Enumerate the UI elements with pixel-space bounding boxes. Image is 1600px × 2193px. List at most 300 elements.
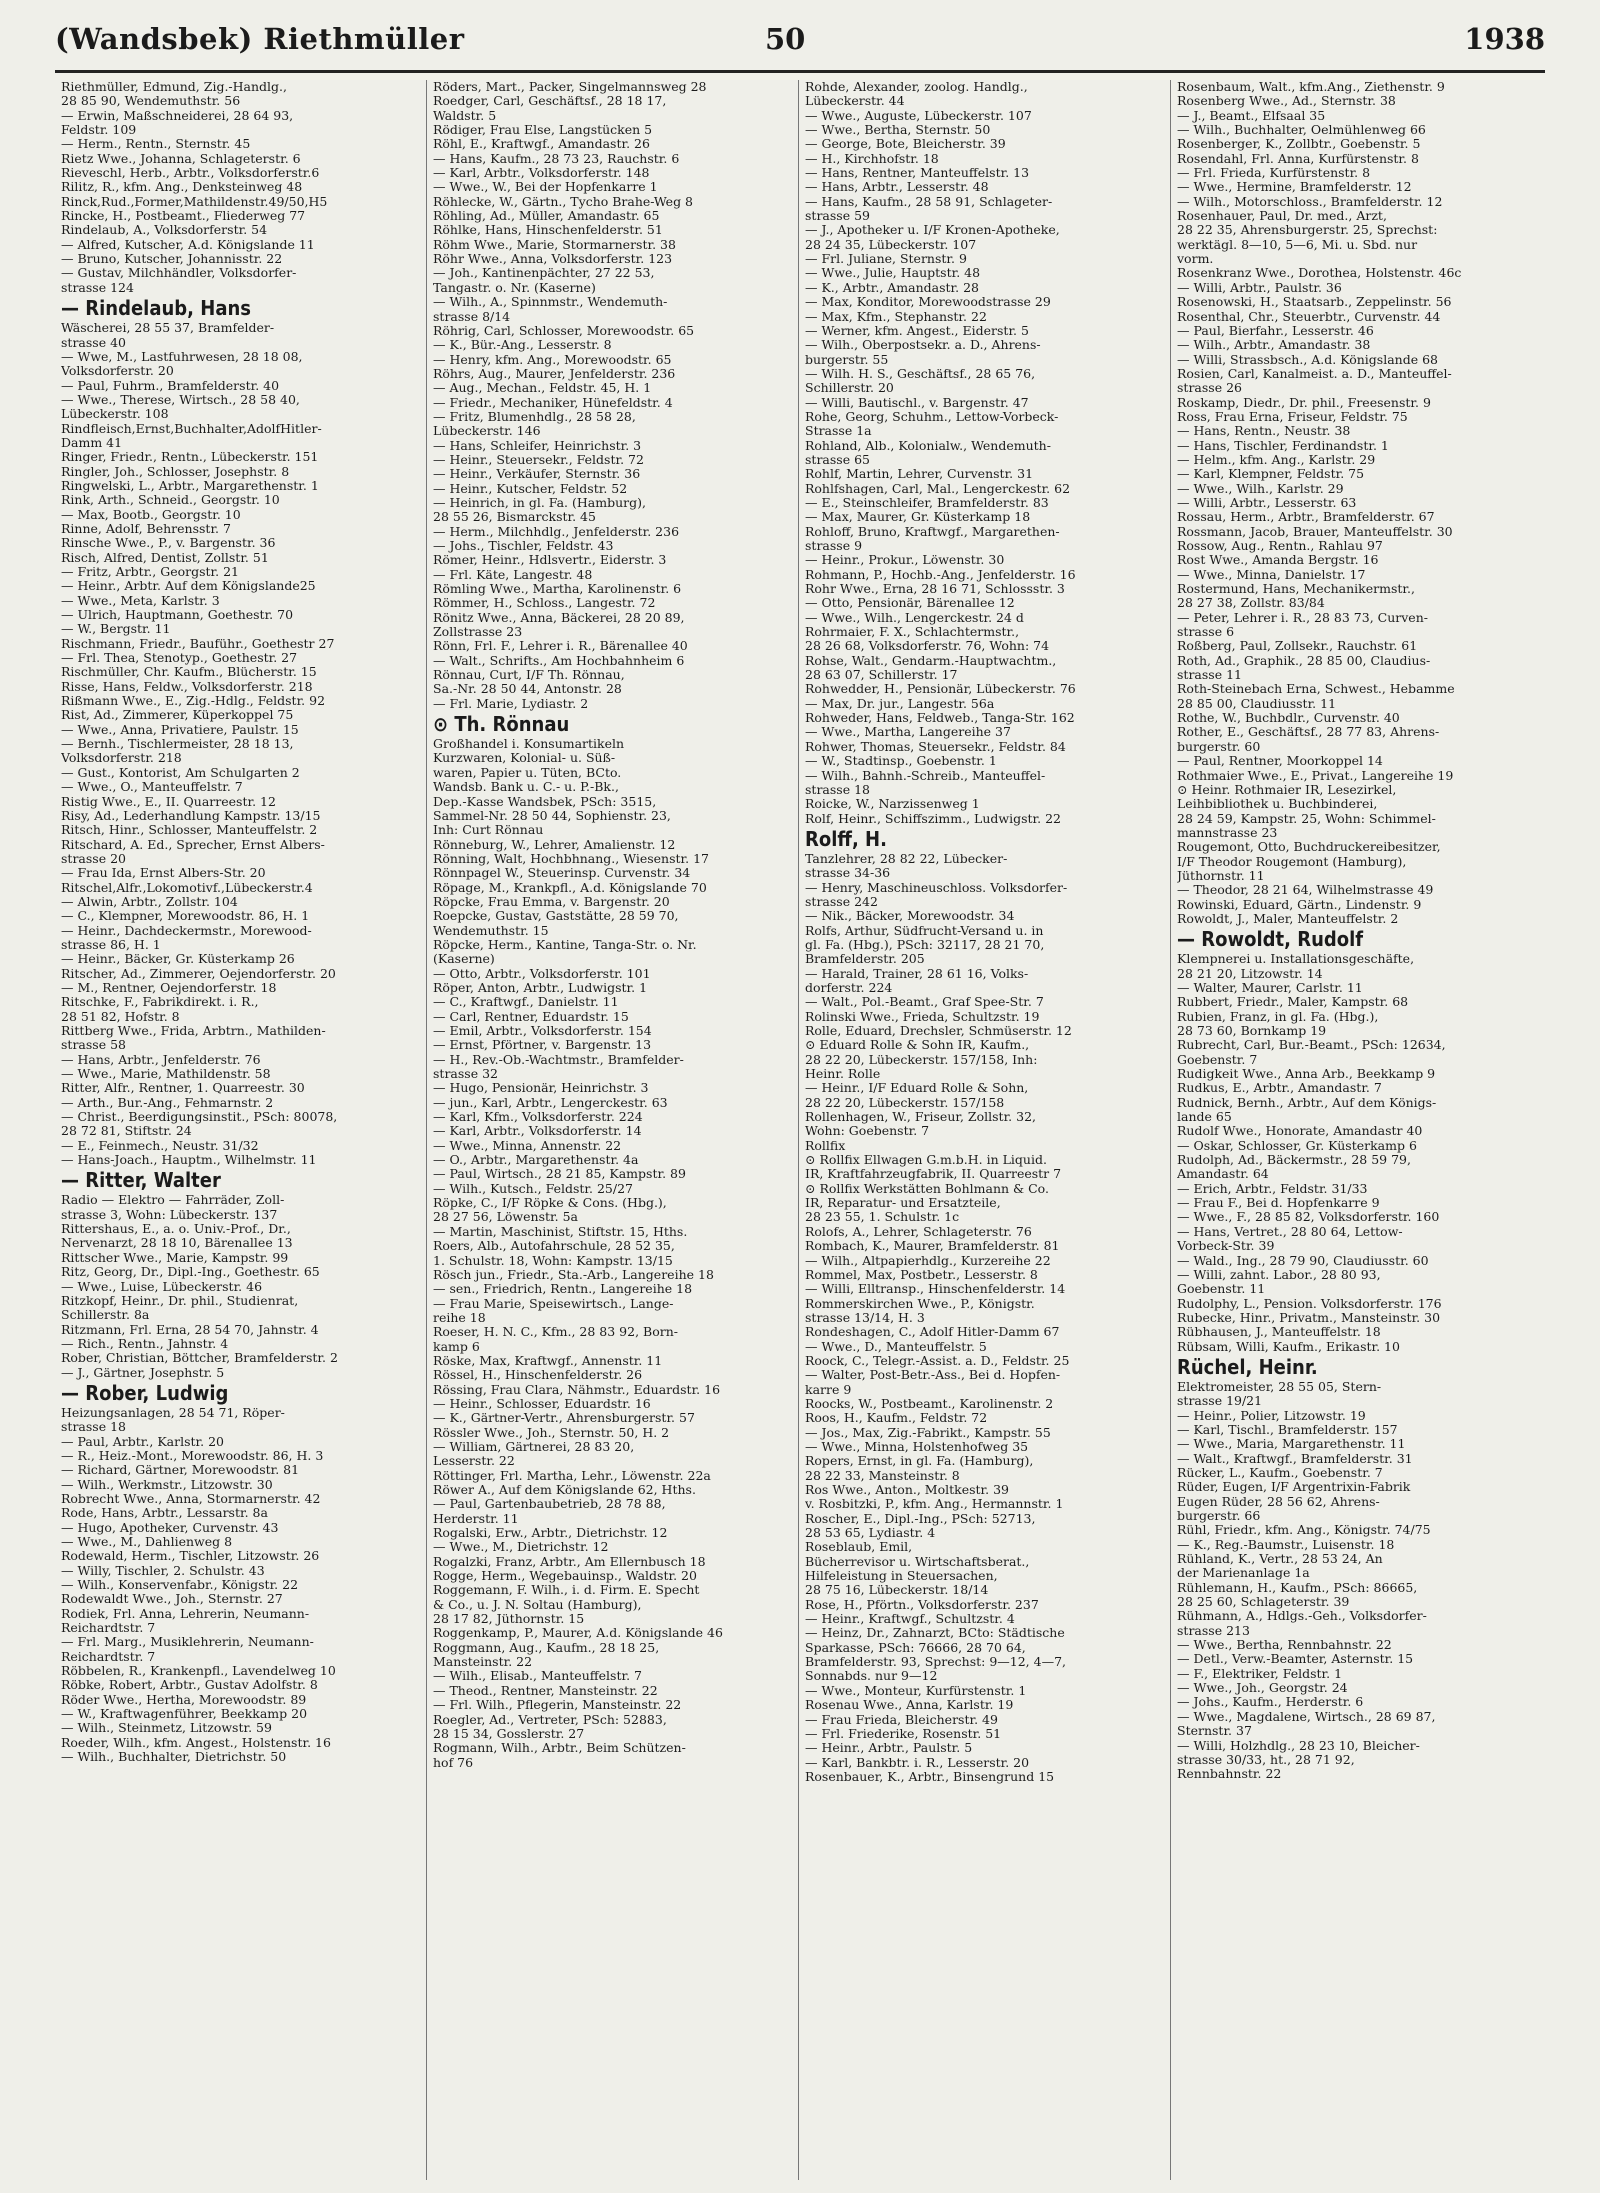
directory-entry-line: Rohe, Georg, Schuhm., Lettow-Vorbeck-: [805, 409, 1059, 424]
directory-entry-line: Rubien, Franz, in gl. Fa. (Hbg.),: [1177, 1009, 1379, 1024]
directory-entry-line: — Frl. Thea, Stenotyp., Goethestr. 27: [61, 651, 298, 666]
directory-entry-line: — Friedr., Mechaniker, Hünefeldstr. 4: [433, 395, 673, 410]
directory-entry-line: Rother, E., Geschäftsf., 28 77 83, Ahrens-: [1177, 725, 1440, 740]
directory-entry-line: 28 53 65, Lydiastr. 4: [805, 1526, 936, 1541]
directory-entry-line: Rosenau Wwe., Anna, Karlstr. 19: [805, 1698, 1014, 1713]
directory-entry-line: gl. Fa. (Hbg.), PSch: 32117, 28 21 70,: [805, 937, 1045, 952]
directory-entry-line: Zollstrasse 23: [433, 625, 523, 640]
directory-entry-line: — Karl, Klempner, Feldstr. 75: [1177, 467, 1365, 482]
directory-entry-line: — Wwe., Hermine, Bramfelderstr. 12: [1177, 180, 1412, 195]
directory-entry-line: Rohwedder, H., Pensionär, Lübeckerstr. 76: [805, 682, 1076, 697]
directory-entry-line: Rist, Ad., Zimmerer, Küperkoppel 75: [61, 708, 294, 723]
directory-entry-line: Rücker, L., Kaufm., Goebenstr. 7: [1177, 1465, 1383, 1480]
directory-entry-line: Ritz, Georg, Dr., Dipl.-Ing., Goethestr. 65: [61, 1265, 320, 1280]
directory-entry-line: Rosenthal, Chr., Steuerbtr., Curvenstr. 44: [1177, 309, 1441, 324]
directory-entry-line: Rost Wwe., Amanda Bergstr. 16: [1177, 553, 1379, 568]
directory-entry-line: strasse 26: [1177, 381, 1242, 396]
directory-entry-line: — Harald, Trainer, 28 61 16, Volks-: [805, 966, 1029, 981]
directory-entry-line: Rommerskirchen Wwe., P., Königstr.: [805, 1296, 1035, 1311]
directory-entry-line: 28 17 82, Jüthornstr. 15: [433, 1612, 585, 1627]
directory-entry-line: Röhl, E., Kraftwgf., Amandastr. 26: [433, 137, 650, 152]
directory-entry-line: Schillerstr. 20: [805, 381, 894, 396]
directory-entry-line: — Hans, Arbtr., Jenfelderstr. 76: [61, 1052, 261, 1067]
directory-entry-line: — Werner, kfm. Angest., Eiderstr. 5: [805, 323, 1029, 338]
directory-entry-line: Ros Wwe., Anton., Moltkestr. 39: [805, 1483, 1009, 1497]
directory-entry-line: Rombach, K., Maurer, Bramfelderstr. 81: [805, 1239, 1060, 1254]
directory-entry-line: Rudkus, E., Arbtr., Amandastr. 7: [1177, 1081, 1382, 1096]
directory-entry-line: Wendemuthstr. 15: [433, 923, 549, 938]
directory-entry-line: strasse 30/33, ht., 28 71 92,: [1177, 1752, 1355, 1767]
directory-entry-line: — Wwe., Luise, Lübeckerstr. 46: [61, 1279, 263, 1294]
directory-entry-line: 28 85 90, Wendemuthstr. 56: [61, 94, 241, 109]
directory-entry-line: Lübeckerstr. 108: [61, 407, 169, 422]
directory-entry-line: — Heinr., Kraftwgf., Schultzstr. 4: [805, 1612, 1015, 1627]
directory-entry-line: Vorbeck-Str. 39: [1177, 1239, 1275, 1254]
directory-entry-line: Rübsam, Willi, Kaufm., Erikastr. 10: [1177, 1339, 1400, 1354]
directory-entry-line: Ritschke, F., Fabrikdirekt. i. R.,: [61, 995, 259, 1010]
directory-entry-line: kamp 6: [433, 1339, 480, 1354]
directory-entry-heading: Rüchel, Heinr.: [1177, 1354, 1318, 1379]
directory-entry-line: 28 51 82, Hofstr. 8: [61, 1009, 180, 1024]
directory-entry-line: — Henry, Maschineuschloss. Volksdorfer-: [805, 880, 1068, 895]
directory-entry-line: Rennbahnstr. 22: [1177, 1767, 1282, 1782]
directory-entry-line: Damm 41: [61, 435, 123, 450]
directory-entry-line: Feldstr. 109: [61, 123, 137, 138]
directory-entry-line: — Frl. Wilh., Pflegerin, Mansteinstr. 22: [433, 1698, 682, 1713]
directory-entry-line: Roth, Ad., Graphik., 28 85 00, Claudius-: [1177, 653, 1431, 668]
directory-entry-line: Röpcke, Frau Emma, v. Bargenstr. 20: [433, 894, 670, 909]
directory-entry-line: — Wilh., Altpapierhdlg., Kurzereihe 22: [805, 1253, 1051, 1268]
directory-entry-line: — Max, Kfm., Stephanstr. 22: [805, 309, 987, 324]
directory-entry-line: — Alwin, Arbtr., Zollstr. 104: [61, 894, 238, 909]
directory-entry-line: — George, Bote, Bleicherstr. 39: [805, 137, 1006, 152]
directory-entry-line: Rosendahl, Frl. Anna, Kurfürstenstr. 8: [1177, 151, 1419, 166]
directory-entry-line: Rohde, Alexander, zoolog. Handlg.,: [805, 80, 1028, 94]
directory-entry-line: Röpke, C., I/F Röpke & Cons. (Hbg.),: [433, 1196, 667, 1211]
directory-entry-line: strasse 32: [433, 1067, 498, 1082]
directory-entry-line: — Hans, Arbtr., Lesserstr. 48: [805, 180, 989, 195]
directory-entry-line: — Paul, Wirtsch., 28 21 85, Kampstr. 89: [433, 1167, 686, 1182]
directory-entry-line: strasse 6: [1177, 625, 1235, 640]
page-header: [55, 18, 1545, 66]
directory-entry-line: IR, Kraftfahrzeugfabrik, II. Quarreestr 7: [805, 1167, 1062, 1182]
directory-entry-line: Rogalzki, Franz, Arbtr., Am Ellernbusch 18: [433, 1554, 706, 1569]
directory-entry-line: Rolfs, Arthur, Südfrucht-Versand u. in: [805, 923, 1044, 938]
directory-entry-line: strasse 242: [805, 894, 878, 909]
directory-entry-line: Ristig Wwe., E., II. Quarreestr. 12: [61, 794, 276, 809]
directory-entry-line: — W., Bergstr. 11: [61, 622, 171, 637]
directory-entry-line: Rosenkranz Wwe., Dorothea, Holstenstr. 46c: [1177, 266, 1462, 281]
directory-entry-line: — Heinr., Kutscher, Feldstr. 52: [433, 481, 628, 496]
directory-entry-line: — Willy, Tischler, 2. Schulstr. 43: [61, 1563, 265, 1578]
directory-entry-line: Ross, Frau Erna, Friseur, Feldstr. 75: [1177, 409, 1408, 424]
directory-entry-line: — K., Gärtner-Vertr., Ahrensburgerstr. 57: [433, 1411, 695, 1426]
directory-entry-line: Rietz Wwe., Johanna, Schlageterstr. 6: [61, 151, 301, 166]
directory-entry-line: burgerstr. 55: [805, 352, 889, 367]
directory-entry-line: Roepcke, Gustav, Gaststätte, 28 59 70,: [433, 909, 679, 924]
directory-entry-line: — Christ., Beerdigungsinstit., PSch: 80078,: [61, 1110, 338, 1125]
directory-entry-line: Roskamp, Diedr., Dr. phil., Freesenstr. 9: [1177, 395, 1431, 410]
directory-entry-line: Ringwelski, L., Arbtr., Margarethenstr. 1: [61, 478, 319, 493]
directory-entry-line: Röhling, Ad., Müller, Amandastr. 65: [433, 209, 660, 224]
directory-entry-line: Rühland, K., Vertr., 28 53 24, An: [1177, 1552, 1383, 1567]
directory-entry-line: Amandastr. 64: [1177, 1167, 1269, 1182]
directory-entry-line: — sen., Friedrich, Rentn., Langereihe 18: [433, 1282, 693, 1297]
directory-entry-line: — Erwin, Maßschneiderei, 28 64 93,: [61, 108, 294, 123]
directory-entry-line: Wohn: Goebenstr. 7: [805, 1124, 930, 1139]
directory-entry-line: Rinck,Rud.,Former,Mathildenstr.49/50,H5: [61, 194, 328, 209]
directory-entry-line: IR, Reparatur- und Ersatzteile,: [805, 1196, 1001, 1211]
directory-entry-line: — Karl, Arbtr., Volksdorferstr. 148: [433, 166, 650, 181]
directory-entry-line: — Walter, Post-Betr.-Ass., Bei d. Hopfen-: [805, 1368, 1061, 1383]
directory-entry-line: — Hans, Rentn., Neustr. 38: [1177, 424, 1351, 439]
directory-entry-line: — Wwe., Martha, Langereihe 37: [805, 725, 1011, 740]
directory-entry-line: Rowoldt, J., Maler, Manteuffelstr. 2: [1177, 911, 1399, 926]
directory-entry-line: — Ulrich, Hauptmann, Goethestr. 70: [61, 608, 294, 623]
directory-entry-line: Roicke, W., Narzissenweg 1: [805, 797, 980, 812]
directory-entry-line: Rudolf Wwe., Honorate, Amandastr 40: [1177, 1124, 1423, 1139]
directory-entry-line: — Wwe., M., Dahlienweg 8: [61, 1535, 233, 1549]
directory-entry-line: Rommel, Max, Postbetr., Lesserstr. 8: [805, 1267, 1038, 1282]
directory-entry-line: — Wwe., W., Bei der Hopfenkarre 1: [433, 180, 658, 195]
directory-entry-line: Rönitz Wwe., Anna, Bäckerei, 28 20 89,: [433, 610, 685, 625]
directory-entry-line: 28 15 34, Gosslerstr. 27: [433, 1726, 585, 1741]
directory-entry-line: strasse 18: [61, 1420, 126, 1435]
directory-entry-line: Risse, Hans, Feldw., Volksdorferstr. 218: [61, 679, 313, 694]
directory-entry-line: Röders, Mart., Packer, Singelmannsweg 28: [433, 80, 707, 94]
directory-entry-line: Rossmann, Jacob, Brauer, Manteuffelstr. 30: [1177, 524, 1453, 539]
directory-entry-line: Rühl, Friedr., kfm. Ang., Königstr. 74/75: [1177, 1523, 1431, 1538]
directory-entry-line: — Wwe., Minna, Annenstr. 22: [433, 1138, 622, 1153]
directory-entry-line: Rinne, Adolf, Behrensstr. 7: [61, 521, 231, 536]
directory-entry-heading: — Ritter, Walter: [61, 1168, 221, 1193]
directory-entry-line: — Wwe., Maria, Margarethenstr. 11: [1177, 1437, 1406, 1452]
directory-entry-line: Rischmann, Friedr., Bauführ., Goethestr 27: [61, 636, 335, 651]
directory-entry-line: lande 65: [1177, 1110, 1232, 1125]
directory-entry-line: Ropers, Ernst, in gl. Fa. (Hamburg),: [805, 1454, 1034, 1469]
directory-entry-line: strasse 11: [1177, 668, 1242, 683]
directory-entry-line: Röhlke, Hans, Hinschenfelderstr. 51: [433, 223, 663, 238]
directory-entry-line: Rudolph, Ad., Bäckermstr., 28 59 79,: [1177, 1153, 1411, 1168]
directory-entry-line: Rönnau, Curt, I/F Th. Rönnau,: [433, 668, 625, 683]
directory-entry-line: — Erich, Arbtr., Feldstr. 31/33: [1177, 1181, 1368, 1196]
directory-entry-line: Rosenberger, K., Zollbtr., Goebenstr. 5: [1177, 137, 1421, 152]
directory-entry-line: Ritschard, A. Ed., Sprecher, Ernst Albers-: [61, 837, 325, 852]
directory-entry-line: — Wwe., F., 28 85 82, Volksdorferstr. 160: [1177, 1210, 1440, 1225]
directory-entry-line: Rieveschl, Herb., Arbtr., Volksdorferstr.6: [61, 166, 320, 181]
directory-entry-line: — Wilh., Elisab., Manteuffelstr. 7: [433, 1669, 642, 1684]
directory-entry-line: strasse 40: [61, 335, 126, 350]
directory-entry-heading: ⊙ Th. Rönnau: [433, 712, 570, 737]
directory-entry-line: Roscher, E., Dipl.-Ing., PSch: 52713,: [805, 1511, 1036, 1526]
directory-entry-line: — Frau Marie, Speisewirtsch., Lange-: [433, 1296, 674, 1311]
directory-entry-line: hof 76: [433, 1755, 474, 1770]
directory-entry-line: — Frl. Frieda, Kurfürstenstr. 8: [1177, 166, 1371, 181]
directory-entry-line: strasse 18: [805, 782, 870, 797]
directory-entry-line: — Frau Ida, Ernst Albers-Str. 20: [61, 866, 266, 881]
directory-entry-heading: — Rindelaub, Hans: [61, 296, 251, 321]
directory-entry-line: Rober, Christian, Böttcher, Bramfelderstr. 2: [61, 1351, 338, 1366]
directory-entry-line: — Hans, Vertret., 28 80 64, Lettow-: [1177, 1224, 1403, 1239]
directory-entry-line: der Marienanlage 1a: [1177, 1566, 1310, 1581]
directory-entry-line: Klempnerei u. Installationsgeschäfte,: [1177, 952, 1415, 967]
directory-entry-line: 28 75 16, Lübeckerstr. 18/14: [805, 1583, 989, 1598]
directory-entry-line: Röttinger, Frl. Martha, Lehr., Löwenstr. 22a: [433, 1468, 711, 1483]
directory-entry-line: — Wwe, M., Lastfuhrwesen, 28 18 08,: [61, 349, 303, 364]
directory-entry-line: Rodewaldt Wwe., Joh., Sternstr. 27: [61, 1592, 283, 1607]
directory-entry-line: strasse 3, Wohn: Lübeckerstr. 137: [61, 1207, 278, 1222]
directory-entry-line: — Wwe., Monteur, Kurfürstenstr. 1: [805, 1683, 1027, 1698]
header-rule: [55, 70, 1545, 73]
directory-entry-line: Röhrs, Aug., Maurer, Jenfelderstr. 236: [433, 366, 676, 381]
directory-entry-line: Tangastr. o. Nr. (Kaserne): [433, 280, 596, 295]
directory-entry-line: — W., Kraftwagenführer, Beekkamp 20: [61, 1707, 308, 1722]
directory-entry-line: — Otto, Pensionär, Bärenallee 12: [805, 596, 1015, 611]
directory-entry-line: — Alfred, Kutscher, A.d. Königslande 11: [61, 237, 315, 252]
directory-entry-line: Rilitz, R., kfm. Ang., Denksteinweg 48: [61, 180, 303, 195]
directory-entry-line: — Hugo, Apotheker, Curvenstr. 43: [61, 1520, 279, 1535]
directory-entry-line: ⊙ Heinr. Rothmaier IR, Lesezirkel,: [1177, 782, 1397, 797]
directory-entry-line: — Richard, Gärtner, Morewoodstr. 81: [61, 1463, 300, 1478]
directory-entry-line: — Hans, Rentner, Manteuffelstr. 13: [805, 166, 1030, 181]
directory-entry-line: — Gustav, Milchhändler, Volksdorfer-: [61, 266, 297, 281]
directory-entry-line: — Heinr., Polier, Litzowstr. 19: [1177, 1408, 1366, 1423]
directory-entry-line: Risy, Ad., Lederhandlung Kampstr. 13/15: [61, 808, 321, 823]
directory-entry-line: Inh: Curt Rönnau: [433, 823, 544, 838]
directory-entry-line: Rindelaub, A., Volksdorferstr. 54: [61, 223, 268, 238]
directory-entry-line: Lesserstr. 22: [433, 1454, 515, 1469]
directory-entry-line: Rosenowski, H., Staatsarb., Zeppelinstr. 56: [1177, 295, 1452, 310]
directory-entry-line: — E., Steinschleifer, Bramfelderstr. 83: [805, 495, 1049, 510]
directory-entry-line: 28 26 68, Volksdorferstr. 76, Wohn: 74: [805, 639, 1050, 654]
directory-entry-line: Heinr. Rolle: [805, 1067, 881, 1082]
directory-entry-line: — Bernh., Tischlermeister, 28 18 13,: [61, 737, 294, 752]
directory-entry-line: Jüthornstr. 11: [1177, 868, 1265, 883]
directory-entry-line: Ringer, Friedr., Rentn., Lübeckerstr. 151: [61, 450, 319, 465]
directory-entry-line: Rose, H., Pförtn., Volksdorferstr. 237: [805, 1597, 1039, 1612]
directory-entry-line: — Wwe., Auguste, Lübeckerstr. 107: [805, 108, 1032, 123]
directory-entry-line: — Max, Maurer, Gr. Küsterkamp 18: [805, 510, 1031, 525]
directory-entry-line: Herderstr. 11: [433, 1511, 519, 1526]
directory-entry-line: — Walt., Kraftwgf., Bramfelderstr. 31: [1177, 1451, 1413, 1466]
directory-entry-line: vorm.: [1177, 252, 1214, 267]
directory-entry-line: Rothmaier Wwe., E., Privat., Langereihe 19: [1177, 768, 1454, 783]
directory-entry-line: — H., Rev.-Ob.-Wachtmstr., Bramfelder-: [433, 1052, 684, 1067]
directory-entry-line: Röder Wwe., Hertha, Morewoodstr. 89: [61, 1692, 307, 1707]
directory-entry-line: ⊙ Rollfix Werkstätten Bohlmann & Co.: [805, 1181, 1049, 1196]
directory-entry-line: Rödiger, Frau Else, Langstücken 5: [433, 123, 653, 138]
directory-entry-line: — Wwe., Marie, Mathildenstr. 58: [61, 1067, 271, 1082]
directory-entry-line: Rindfleisch,Ernst,Buchhalter,AdolfHitler-: [61, 421, 322, 436]
directory-entry-line: — Ernst, Pförtner, v. Bargenstr. 13: [433, 1038, 652, 1053]
directory-entry-line: Röbke, Robert, Arbtr., Gustav Adolfstr. 8: [61, 1678, 318, 1693]
directory-entry-line: — Willi, Bautischl., v. Bargenstr. 47: [805, 395, 1029, 410]
directory-entry-line: — Detl., Verw.-Beamter, Asternstr. 15: [1177, 1652, 1414, 1667]
directory-entry-line: Wäscherei, 28 55 37, Bramfelder-: [61, 321, 275, 336]
directory-entry-line: — J., Apotheker u. I/F Kronen-Apotheke,: [805, 223, 1060, 238]
directory-entry-line: — Rich., Rentn., Jahnstr. 4: [61, 1336, 229, 1351]
directory-entry-line: — Hans, Kaufm., 28 73 23, Rauchstr. 6: [433, 151, 680, 166]
directory-entry-line: 28 25 60, Schlageterstr. 39: [1177, 1595, 1350, 1610]
directory-entry-line: dorferstr. 224: [805, 980, 893, 995]
directory-entry-line: — Wilh., Werkmstr., Litzowstr. 30: [61, 1477, 273, 1492]
directory-entry-line: Sa.-Nr. 28 50 44, Antonstr. 28: [433, 682, 622, 697]
directory-entry-line: Ritsch, Hinr., Schlosser, Manteuffelstr. 2: [61, 823, 318, 838]
directory-entry-line: Waldstr. 5: [433, 108, 497, 123]
directory-entry-line: Rincke, H., Postbeamt., Fliederweg 77: [61, 209, 306, 224]
directory-entry-line: Rübhausen, J., Manteuffelstr. 18: [1177, 1325, 1381, 1340]
directory-entry-line: Dep.-Kasse Wandsbek, PSch: 3515,: [433, 794, 657, 809]
directory-entry-line: Röhm Wwe., Marie, Stormarnerstr. 38: [433, 237, 676, 252]
directory-entry-line: — H., Kirchhofstr. 18: [805, 151, 939, 166]
directory-entry-line: — Wwe., Meta, Karlstr. 3: [61, 593, 220, 608]
directory-entry-line: strasse 8/14: [433, 309, 511, 324]
year: 1938: [1464, 22, 1545, 56]
directory-entry-line: — Willi, Strassbsch., A.d. Königslande 68: [1177, 352, 1438, 367]
directory-entry-line: — Johs., Kaufm., Herderstr. 6: [1177, 1695, 1364, 1710]
directory-entry-line: Rittberg Wwe., Frida, Arbtrn., Mathilden-: [61, 1024, 326, 1038]
directory-entry-line: — Fritz, Blumenhdlg., 28 58 28,: [433, 409, 636, 424]
directory-entry-line: burgerstr. 66: [1177, 1509, 1261, 1523]
directory-entry-line: Reichardtstr. 7: [61, 1621, 156, 1636]
directory-entry-line: 28 22 20, Lübeckerstr. 157/158, Inh:: [805, 1052, 1038, 1067]
directory-entry-line: Rosenhauer, Paul, Dr. med., Arzt,: [1177, 209, 1387, 224]
directory-entry-line: Schillerstr. 8a: [61, 1308, 150, 1323]
directory-entry-line: Roegler, Ad., Vertreter, PSch: 52883,: [433, 1712, 667, 1727]
directory-entry-line: — Hans-Joach., Hauptm., Wilhelmstr. 11: [61, 1153, 317, 1168]
directory-entry-line: Rüder, Eugen, I/F Argentrixin-Fabrik: [1177, 1480, 1411, 1495]
directory-entry-line: Sonnabds. nur 9—12: [805, 1669, 938, 1684]
directory-entry-line: 28 55 26, Bismarckstr. 45: [433, 510, 596, 525]
directory-entry-line: Wandsb. Bank u. C.- u. P.-Bk.,: [433, 780, 619, 795]
directory-entry-line: — Wwe., M., Dietrichstr. 12: [433, 1540, 609, 1555]
directory-entry-line: — Frl. Juliane, Sternstr. 9: [805, 252, 967, 267]
directory-entry-line: strasse 65: [805, 452, 870, 467]
directory-entry-line: — K., Arbtr., Amandastr. 28: [805, 280, 980, 295]
directory-entry-line: v. Rosbitzki, P., kfm. Ang., Hermannstr. 1: [805, 1497, 1064, 1512]
directory-entry-line: Rittershaus, E., a. o. Univ.-Prof., Dr.,: [61, 1222, 291, 1237]
directory-entry-line: — Max, Bootb., Georgstr. 10: [61, 507, 241, 522]
directory-entry-line: — Willi, Elltransp., Hinschenfelderstr. 14: [805, 1282, 1066, 1297]
directory-entry-line: Bramfelderstr. 205: [805, 952, 925, 967]
directory-entry-line: Rogmann, Wilh., Arbtr., Beim Schützen-: [433, 1741, 686, 1756]
directory-entry-line: 28 24 59, Kampstr. 25, Wohn: Schimmel-: [1177, 811, 1436, 826]
directory-entry-line: — Jos., Max, Zig.-Fabrikt., Kampstr. 55: [805, 1425, 1051, 1440]
directory-entry-line: strasse 9: [805, 539, 863, 553]
directory-entry-line: — Wilh., Kutsch., Feldstr. 25/27: [433, 1181, 633, 1196]
directory-entry-line: Tanzlehrer, 28 82 22, Lübecker-: [805, 851, 1008, 866]
directory-entry-line: — C., Klempner, Morewoodstr. 86, H. 1: [61, 909, 310, 924]
directory-entry-line: Rolle, Eduard, Drechsler, Schmüserstr. 12: [805, 1024, 1072, 1038]
directory-entry-line: Ritter, Alfr., Rentner, 1. Quarreestr. 30: [61, 1081, 305, 1096]
directory-entry-line: Rühmann, A., Hdlgs.-Geh., Volksdorfer-: [1177, 1609, 1427, 1624]
directory-entry-line: Rothe, W., Buchbdlr., Curvenstr. 40: [1177, 711, 1400, 726]
directory-entry-line: Römer, Heinr., Hdlsvertr., Eiderstr. 3: [433, 553, 667, 568]
directory-entry-line: — Heinr., Schlosser, Eduardstr. 16: [433, 1396, 651, 1411]
directory-entry-line: Ritschel,Alfr.,Lokomotivf.,Lübeckerstr.4: [61, 880, 313, 895]
directory-entry-line: — Wilh., Steinmetz, Litzowstr. 59: [61, 1721, 272, 1736]
directory-entry-line: 28 22 33, Mansteinstr. 8: [805, 1468, 960, 1483]
directory-entry-line: — Frl. Marie, Lydiastr. 2: [433, 696, 589, 711]
directory-entry-line: Rolinski Wwe., Frieda, Schultzstr. 19: [805, 1009, 1040, 1024]
directory-entry-line: 28 63 07, Schillerstr. 17: [805, 668, 958, 683]
directory-entry-line: Rohweder, Hans, Feldweb., Tanga-Str. 162: [805, 711, 1075, 726]
directory-entry-line: — O., Arbtr., Margarethenstr. 4a: [433, 1153, 639, 1168]
directory-entry-line: Radio — Elektro — Fahrräder, Zoll-: [61, 1193, 285, 1208]
directory-entry-line: — Wwe., Minna, Danielstr. 17: [1177, 567, 1366, 582]
directory-entry-line: Strasse 1a: [805, 424, 872, 439]
directory-entry-line: — Karl, Tischl., Bramfelderstr. 157: [1177, 1422, 1398, 1437]
directory-entry-line: — Frl. Käte, Langestr. 48: [433, 567, 593, 582]
directory-entry-line: Römling Wwe., Martha, Karolinenstr. 6: [433, 582, 682, 597]
directory-entry-line: — Heinz, Dr., Zahnarzt, BCto: Städtische: [805, 1626, 1065, 1641]
directory-entry-line: karre 9: [805, 1382, 852, 1397]
directory-entry-line: — Carl, Rentner, Eduardstr. 15: [433, 1009, 629, 1024]
directory-entry-line: — jun., Karl, Arbtr., Lengerckestr. 63: [433, 1095, 668, 1110]
directory-entry-line: — Wwe., Bertha, Rennbahnstr. 22: [1177, 1638, 1392, 1653]
directory-entry-line: strasse 13/14, H. 3: [805, 1310, 925, 1325]
directory-entry-line: Rode, Hans, Arbtr., Lessarstr. 8a: [61, 1506, 268, 1521]
directory-entry-line: Rougemont, Otto, Buchdruckereibesitzer,: [1177, 840, 1441, 855]
directory-entry-line: Rodewald, Herm., Tischler, Litzowstr. 26: [61, 1549, 320, 1564]
directory-entry-line: — Willi, zahnt. Labor., 28 80 93,: [1177, 1267, 1381, 1282]
directory-entry-line: Rolofs, A., Lehrer, Schlageterstr. 76: [805, 1224, 1032, 1239]
directory-entry-line: Robrecht Wwe., Anna, Stormarnerstr. 42: [61, 1491, 321, 1506]
directory-entry-line: Rosenberg Wwe., Ad., Sternstr. 38: [1177, 94, 1396, 109]
directory-entry-line: Roseblaub, Emil,: [805, 1540, 913, 1555]
directory-entry-line: — Wwe., Wilh., Karlstr. 29: [1177, 481, 1344, 496]
directory-entry-line: — Wilh. H. S., Geschäftsf., 28 65 76,: [805, 366, 1036, 381]
directory-entry-line: Röhrig, Carl, Schlosser, Morewoodstr. 65: [433, 323, 695, 338]
directory-entry-line: — Willi, Arbtr., Paulstr. 36: [1177, 280, 1342, 295]
directory-entry-line: Roeser, H. N. C., Kfm., 28 83 92, Born-: [433, 1325, 678, 1340]
directory-entry-line: — K., Reg.-Baumstr., Luisenstr. 18: [1177, 1537, 1395, 1552]
directory-entry-line: Rohr Wwe., Erna, 28 16 71, Schlossstr. 3: [805, 582, 1065, 597]
directory-entry-line: — Max, Dr. jur., Langestr. 56a: [805, 696, 995, 711]
directory-entry-line: — F., Elektriker, Feldstr. 1: [1177, 1666, 1343, 1681]
column-3: [799, 80, 1171, 2180]
directory-entry-line: Roock, C., Telegr.-Assist. a. D., Feldstr. 25: [805, 1353, 1070, 1368]
directory-entry-line: Rohloff, Bruno, Kraftwgf., Margarethen-: [805, 524, 1060, 539]
directory-entry-line: — Johs., Tischler, Feldstr. 43: [433, 539, 614, 553]
directory-columns: [55, 80, 1545, 2180]
directory-entry-line: — Wwe., O., Manteuffelstr. 7: [61, 780, 243, 795]
directory-entry-line: Rowinski, Eduard, Gärtn., Lindenstr. 9: [1177, 897, 1422, 912]
directory-entry-line: — Wwe., Wilh., Lengerckestr. 24 d: [805, 610, 1024, 625]
directory-entry-line: Bramfelderstr. 93, Sprechst: 9—12, 4—7,: [805, 1655, 1066, 1670]
directory-entry-line: — Heinr., Dachdeckermstr., Morewood-: [61, 923, 312, 938]
directory-entry-line: Rudnick, Bernh., Arbtr., Auf dem Königs-: [1177, 1095, 1437, 1110]
directory-entry-line: strasse 124: [61, 280, 134, 295]
directory-entry-line: — Walter, Maurer, Carlstr. 11: [1177, 980, 1363, 995]
directory-entry-line: Hilfeleistung in Steuersachen,: [805, 1569, 998, 1584]
directory-entry-line: Röwer A., Auf dem Königslande 62, Hths.: [433, 1483, 696, 1497]
directory-entry-line: — E., Feinmech., Neustr. 31/32: [61, 1138, 259, 1153]
directory-entry-line: — Hans, Kaufm., 28 58 91, Schlageter-: [805, 194, 1053, 209]
directory-entry-line: Rinsche Wwe., P., v. Bargenstr. 36: [61, 536, 276, 551]
directory-entry-line: Rohmann, P., Hochb.-Ang., Jenfelderstr. 16: [805, 567, 1076, 582]
directory-entry-line: — Wilh., Buchhalter, Oelmühlenweg 66: [1177, 123, 1426, 138]
directory-entry-line: — Wwe., D., Manteuffelstr. 5: [805, 1339, 987, 1354]
column-2: [427, 80, 799, 2180]
directory-entry-line: — William, Gärtnerei, 28 83 20,: [433, 1439, 635, 1454]
directory-entry-line: — Nik., Bäcker, Morewoodstr. 34: [805, 909, 1015, 924]
directory-entry-line: Ringler, Joh., Schlosser, Josephstr. 8: [61, 464, 290, 479]
header-title: (Wandsbek) Riethmüller: [55, 22, 465, 56]
directory-entry-line: — M., Rentner, Oejendorferstr. 18: [61, 980, 277, 995]
directory-entry-line: — Henry, kfm. Ang., Morewoodstr. 65: [433, 352, 672, 367]
directory-entry-line: Rink, Arth., Schneid., Georgstr. 10: [61, 493, 280, 508]
